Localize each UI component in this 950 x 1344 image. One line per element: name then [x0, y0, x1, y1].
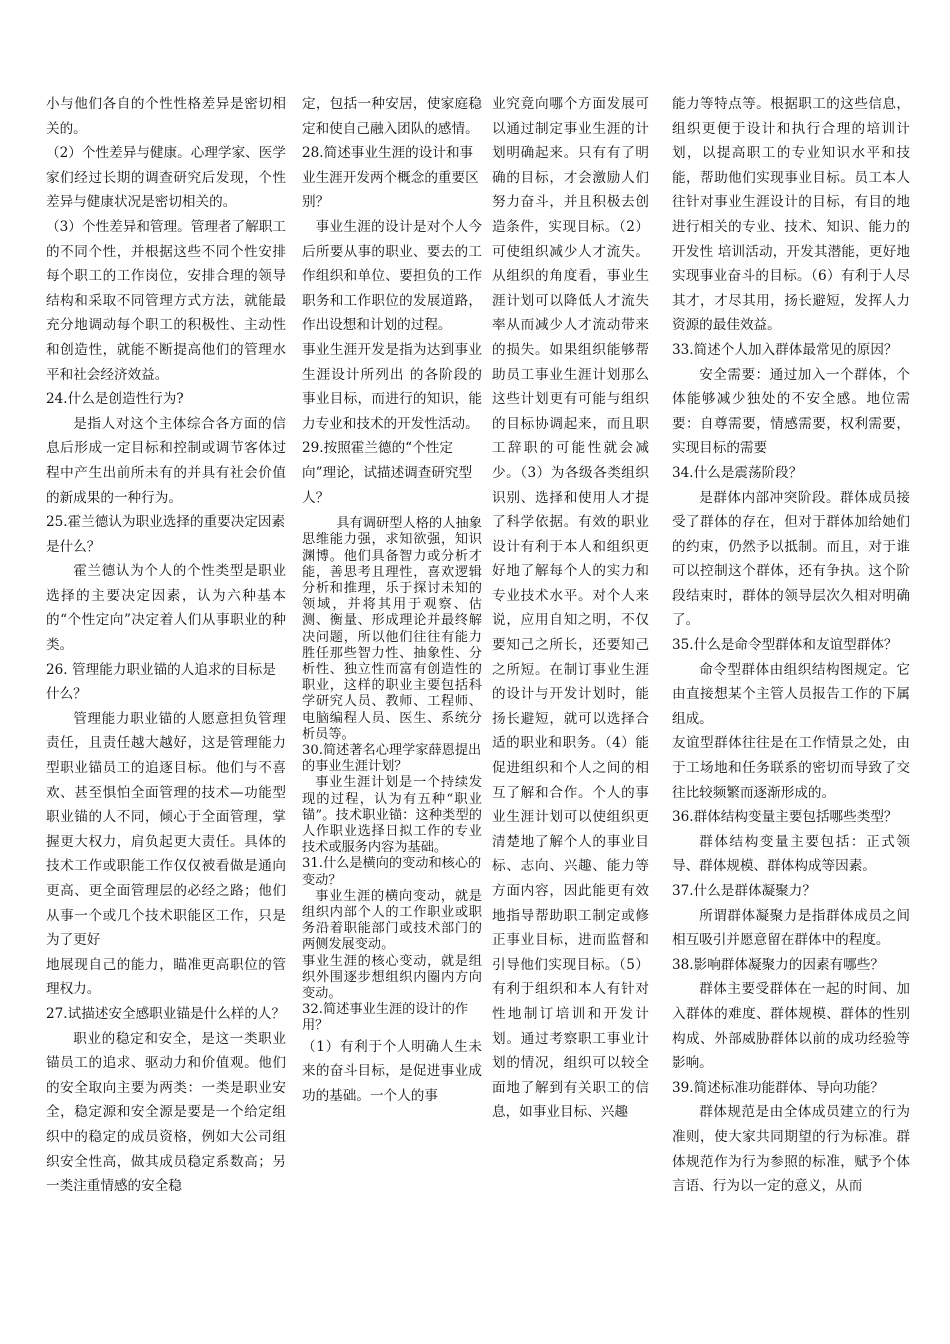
answer-paragraph: 群体规范是由全体成员建立的行为准则，使大家共同期望的行为标准。群体规范作为行为参照的标准，赋予个体言语、行为以一定的意义，从而 [672, 1104, 910, 1195]
answer-paragraph: 群体主要受群体在一起的时间、加入群体的难度、群体规模、群体的性别构成、外部威胁群体以前的成功经验等影响。 [672, 981, 910, 1072]
column-3 [492, 92, 649, 1125]
paragraph: （2）个性差异与健康。心理学家、医学家们经过长期的调查研究后发现，个性差异与健康状况是密切相关的。 [46, 145, 286, 211]
question-heading: 38.影响群体凝聚力的因素有哪些？ [672, 956, 884, 973]
answer-paragraph: 事业生涯的核心变动，就是组织外围逐步想组织内圈内方向变动。 [302, 953, 482, 1001]
answer-paragraph: 是群体内部冲突阶段。群体成员接受了群体的存在，但对于群体加给她们的约束，仍然予以抵制。而且，对于谁可以控制这个群体，还有争执。这个阶段结束时，群体的领导层次久相对明确了。 [672, 489, 910, 629]
answer-paragraph: 是指人对这个主体综合各方面的信息后形成一定目标和控制或调节客体过程中产生出前所未有的并具有社会价值的新成果的一种行为。 [46, 415, 286, 506]
question-heading: 36.群体结构变量主要包括哪些类型？ [672, 809, 898, 826]
answer-paragraph: 事业生涯的设计是对个人今后所要从事的职业、要去的工作组织和单位、要担负的工作职务和工作职位的发展道路，作出设想和计划的过程。 [302, 218, 482, 334]
answer-paragraph: （1）有利于个人明确人生未来的奋斗目标，是促进事业成功的基础。一个人的事 [302, 1038, 482, 1104]
question-heading: 26. 管理能力职业锚的人追求的目标是什么？ [46, 661, 276, 703]
answer-paragraph: 事业生涯开发是指为达到事业生涯设计所列出 的各阶段的事业目标，而进行的知识，能力专业和技术的开发性活动。 [302, 341, 482, 432]
question-heading: 31.什么是横向的变动和核心的变动？ [302, 856, 482, 888]
question-heading: 34.什么是震荡阶段？ [672, 464, 803, 481]
answer-paragraph: 友谊型群体往往是在工作情景之处，由于工场地和任务联系的密切而导致了交往比较频繁而逐渐形成的。 [672, 735, 910, 801]
column-2 [302, 92, 482, 1108]
answer-paragraph: 事业生涯的横向变动，就是组织内部个人的工作职业或职务沿着职能部门或技术部门的两侧发展变动。 [302, 888, 482, 953]
column-1 [46, 92, 286, 1199]
answer-paragraph: 具有调研型人格的人抽象思维能力强，求知欲强，知识渊博。他们具备智力或分析才能，善思考且理性，喜欢逻辑分析和推理，乐于探讨未知的领域，并将其用于观察、估测、衡量、形成理论并最终解决问题，所以他们往往有能力胜任那些智力性、抽象性、分析性、独立性而富有创造性的职业，这样的职业主要包括科学研究人员、教师、工程师、电脑编程人员、医生、系统分析员等。 [302, 516, 482, 742]
answer-paragraph: 管理能力职业锚的人愿意担负管理责任，且责任越大越好，这是管理能力型职业锚员工的追逐目标。他们与不喜欢、甚至惧怕全面管理的技术—功能型职业锚的人不同，倾心于全面管理，掌握更大权力，肩负起更大责任。具体的技术工作或职能工作仅仅被看做是通向更高、更全面管理层的必经之路；他们从事一个或几个技术职能区工作，只是为了更好 [46, 710, 286, 949]
question-heading: 27.试描述安全感职业锚是什么样的人？ [46, 1005, 286, 1022]
question-heading: 35.什么是命令型群体和友谊型群体？ [672, 637, 898, 654]
answer-paragraph: 命令型群体由组织结构图规定。它由直接想某个主管人员报告工作的下属组成。 [672, 661, 910, 727]
document-page [46, 92, 910, 1307]
paragraph: 地展现自己的能力，瞄准更高职位的管理权力。 [46, 956, 286, 998]
question-heading: 32.简述事业生涯的设计的作用？ [302, 1002, 469, 1034]
paragraph: 小与他们各自的个性性格差异是密切相关的。 [46, 96, 286, 137]
paragraph: 定，包括一种安居，使家庭稳定和使自己融入团队的感情。 [302, 96, 482, 137]
paragraph: 能力等特点等。根据职工的这些信息，组织更便于设计和执行合理的培训计划，以提高职工的专业知识水平和技能，帮助他们实现事业目标。员工本人往针对事业生涯设计的目标，有目的地进行相关的专业、技术、知识、能力的开发性 培训活动，开发其潜能，更好地实现事业奋斗的目标。（6）有利于人尽其才，才尽其用，扬长避短，发挥人力资源的最佳效益。 [672, 96, 910, 334]
question-heading: 24.什么是创造性行为? [46, 391, 184, 408]
question-heading: 30.简述著名心理学家薛恩提出的事业生涯计划？ [302, 742, 482, 775]
question-heading: 39.简述标准功能群体、导向功能？ [672, 1079, 884, 1096]
column-4 [672, 92, 910, 1199]
answer-paragraph: 所谓群体凝聚力是指群体成员之间相互吸引并愿意留在群体中的程度。 [672, 907, 910, 949]
question-heading: 28.简述事业生涯的设计和事业生涯开发两个概念的重要区别？ [302, 145, 479, 211]
answer-paragraph: 霍兰德认为个人的个性类型是职业选择的主要决定因素，认为六种基本的“个性定向”决定着人们从事职业的种类。 [46, 563, 286, 654]
paragraph: 业究竟向哪个方面发展可以通过制定事业生涯的计划明确起来。只有有了明确的目标，才会激励人们努力奋斗，并且积极去创造条件，实现目标。（2）可使组织减少人才流失。从组织的角度看，事业生涯计划可以降低人才流失率从而减少人才流动带来的损失。如果组织能够帮助员工事业生涯计划那么这些计划更有可能与组织的目标协调起来，而且职工辞职的可能性就会减少。（3）为各级各类组织识别、选择和使用人才提了科学依据。有效的职业设计有利于本人和组织更好地了解每个人的实力和专业技术水平。对个人来说，应用自知之明，不仅要知己之所长，还要知己之所短。在制订事业生涯的设计与开发计划时，能扬长避短，就可以选择合适的职业和职务。（4）能促进组织和个人之间的相互了解和合作。个人的事业生涯计划可以使组织更清楚地了解个人的事业目标、志向、兴趣、能力等方面内容，因此能更有效地指导帮助职工制定或修正事业目标，进而监督和引导他们实现目标。（5）有利于组织和本人有针对性地制订培训和开发计划。通过考察职工事业计划的情况，组织可以较全面地了解到有关职工的信息，如事业目标、兴趣 [492, 96, 649, 1121]
question-heading: 33.简述个人加入群体最常见的原因？ [672, 341, 898, 358]
question-heading: 29.按照霍兰德的“个性定向”理论，试描述调查研究型人？ [302, 440, 473, 506]
question-heading: 25.霍兰德认为职业选择的重要决定因素是什么？ [46, 514, 286, 555]
question-heading: 37.什么是群体凝聚力？ [672, 883, 816, 899]
answer-paragraph: 群体结构变量主要包括：正式领导、群体规模、群体构成等因素。 [672, 833, 910, 875]
answer-paragraph: 事业生涯计划是一个持续发现的过程，认为有五种“职业锚”。技术职业锚：这种类型的人作职业选择日拟工作的专业技术或服务内容为基础。 [302, 775, 482, 856]
paragraph: （3）个性差异和管理。管理者了解职工的不同个性，并根据这些不同个性安排每个职工的工作岗位，安排合理的领导结构和采取不同管理方式方法，就能最充分地调动每个职工的积极性、主动性和创造性，就能不断提高他们的管理水平和社会经济效益。 [46, 218, 286, 383]
answer-paragraph: 安全需要：通过加入一个群体，个体能够减少独处的不安全感。地位需要：自尊需要，情感需要，权利需要，实现目标的需要 [672, 366, 910, 457]
answer-paragraph: 职业的稳定和安全，是这一类职业锚员工的追求、驱动力和价值观。他们的安全取向主要为两类：一类是职业安全，稳定源和安全源是要是一个给定组织中的稳定的成员资格，例如大公司组织安全性高，做其成员稳定系数高；另一类注重情感的安全稳 [46, 1030, 286, 1195]
